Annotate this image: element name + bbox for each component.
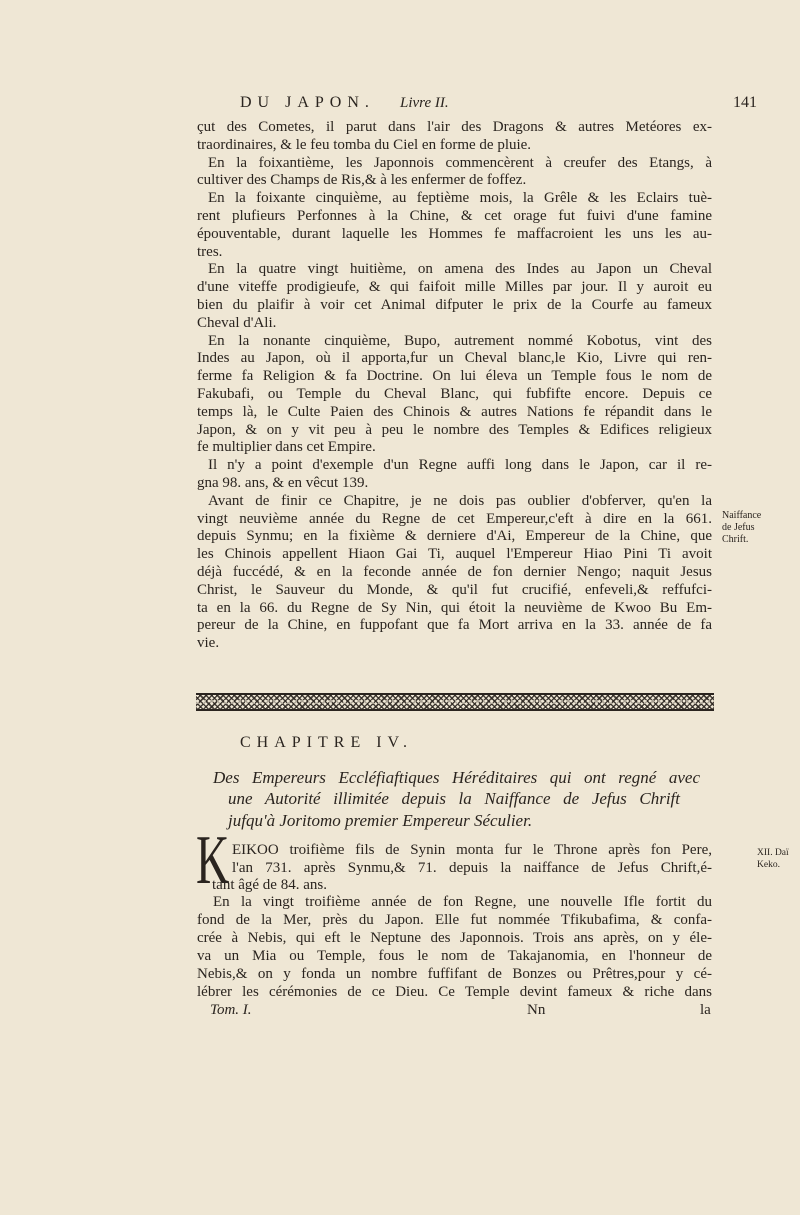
- margin-note-dairi: [757, 847, 789, 871]
- catchword: la: [700, 1002, 711, 1018]
- text-line: Il n'y a point d'exemple d'un Regne auffi long dans le Japon, car il re-: [208, 457, 712, 474]
- subtitle-line: une Autorité illimitée depuis la Naiffance de Jefus Chrift: [228, 789, 680, 808]
- subtitle-line: jufqu'à Joritomo premier Empereur Séculier.: [228, 811, 533, 830]
- text-line: ferme fa Religion & fa Doctrine. On lui éleva un Temple fous le nom de: [197, 368, 712, 385]
- text-line: rent plufieurs Perfonnes à la Chine, & cet orage fut fuivi d'une famine: [197, 207, 712, 224]
- page-number: 141: [733, 94, 757, 111]
- margin-note-line: XII. Daï: [757, 848, 789, 858]
- subtitle-line: Des Empereurs Eccléfiaftiques Héréditaires qui ont regné avec: [213, 768, 700, 787]
- text-line: l'an 731. après Synmu,& 71. depuis la naiffance de Jefus Chrift,é-: [232, 860, 712, 876]
- chapter-heading: CHAPITRE IV.: [240, 734, 414, 751]
- text-line: Nebis,& on y fonda un nombre fuffifant de Bonzes ou Prêtres,pour y cé-: [197, 966, 712, 982]
- text-line: Japon, & on y vit peu à peu le nombre des Temples & Edifices religieux: [197, 421, 712, 438]
- paragraph: [197, 493, 712, 653]
- text-line: Indes au Japon, où il apporta,fur un Cheval blanc,le Kio, Livre qui ren-: [197, 350, 712, 367]
- text-line: va un Mia ou Temple, fous le nom de Takajanomia, en l'honneur de: [197, 948, 712, 964]
- running-title: DU JAPON.: [240, 94, 375, 111]
- ornament-band: [196, 693, 714, 711]
- margin-note-nativity: [722, 510, 761, 546]
- body-text: [197, 119, 712, 653]
- text-line: En la foixantième, les Japonnois commencèrent à creufer des Etangs, à: [208, 154, 712, 171]
- paragraph: [197, 457, 712, 493]
- text-line: épouventable, durant laquelle les Hommes fe maffacroient les uns les au-: [197, 225, 712, 242]
- text-line: fe multiplier dans cet Empire.: [197, 439, 376, 456]
- text-line: çut des Cometes, il parut dans l'air des Dragons & autres Metéores ex-: [197, 119, 712, 135]
- text-line: cultiver des Champs de Ris,& à les enfermer de foffez.: [197, 172, 527, 189]
- text-line: Christ, le Sauveur du Monde, & qu'il fut crucifié, enfeveli,& reffufci-: [197, 581, 712, 598]
- text-line: d'une viteffe prodigieufe, & qui faifoit mille Milles par jour. Il y auroit eu: [197, 279, 712, 296]
- drop-cap: K: [196, 822, 230, 899]
- text-line: gna 98. ans, & en vêcut 139.: [197, 474, 369, 491]
- signature-mark: Nn: [527, 1002, 546, 1018]
- text-line: les Chinois appellent Hiaon Gai Ti, auquel l'Empereur Hiao Pini Ti avoit: [197, 546, 712, 563]
- text-line: vie.: [197, 635, 220, 652]
- paragraph: [197, 155, 712, 191]
- text-line: Avant de finir ce Chapitre, je ne dois pas oublier d'obferver, qu'en la: [208, 492, 712, 509]
- paragraph: [197, 333, 712, 458]
- text-line: ta en la 66. du Regne de Sy Nin, qui étoit la neuvième de Kwoo Bu Em-: [197, 599, 712, 616]
- book-label: Livre II.: [400, 95, 449, 111]
- text-line: tres.: [197, 243, 223, 260]
- text-line: Cheval d'Ali.: [197, 314, 277, 331]
- text-line: temps là, le Culte Paien des Chinois & autres Nations fe répandit dans le: [197, 403, 712, 420]
- text-line: bien du plaifir à voir cet Animal difputer le prix de la Courfe au fameux: [197, 296, 712, 313]
- text-line: pereur de la Chine, en fuppofant que fa Mort arriva en la 33. année de fa: [197, 617, 712, 634]
- text-line: depuis Synmu; en la fixième & derniere d'Ai, Empereur de la Chine, que: [197, 528, 712, 545]
- text-line: fond de la Mer, près du Japon. Elle fut nommée Tfikubafima, & confa-: [197, 912, 712, 928]
- text-line: vingt neuvième année du Regne de cet Empereur,c'eft à dire en la 661.: [197, 510, 712, 527]
- text-line: tant âgé de 84. ans.: [212, 877, 327, 893]
- margin-note-line: Chrift.: [722, 534, 749, 545]
- paragraph: [197, 190, 712, 261]
- text-line: traordinaires, & le feu tomba du Ciel en forme de pluie.: [197, 136, 532, 153]
- margin-note-line: Keko.: [757, 860, 780, 870]
- text-line: déjà fuccédé, & en la feconde année de fon dernier Nengo; naquit Jesus: [197, 563, 712, 580]
- text-line: En la nonante cinquième, Bupo, autrement nommé Kobotus, vint des: [208, 332, 712, 349]
- margin-note-line: Naiffance: [722, 510, 762, 521]
- text-line: EIKOO troifième fils de Synin monta fur le Throne après fon Pere,: [232, 842, 712, 858]
- paragraph: [197, 119, 712, 155]
- text-line: En la vingt troifième année de fon Regne, une nouvelle Ifle fortit du: [213, 894, 712, 910]
- text-line: crée à Nebis, qui eft le Neptune des Japonnois. Trois ans après, on y éle-: [197, 930, 712, 946]
- text-line: En la quatre vingt huitième, on amena des Indes au Japon un Cheval: [208, 261, 712, 278]
- margin-note-line: de Jefus: [722, 522, 755, 533]
- text-line: Fakubafi, ou Temple du Cheval Blanc, qui fubfifte encore. Depuis ce: [197, 385, 712, 402]
- paragraph: [197, 261, 712, 332]
- text-line: En la foixante cinquième, au feptième mois, la Grêle & les Eclairs tuè-: [208, 190, 712, 207]
- volume-label: Tom. I.: [210, 1002, 252, 1018]
- text-line: lébrer les cérémonies de ce Dieu. Ce Temple devint fameux & riche dans: [197, 984, 712, 1000]
